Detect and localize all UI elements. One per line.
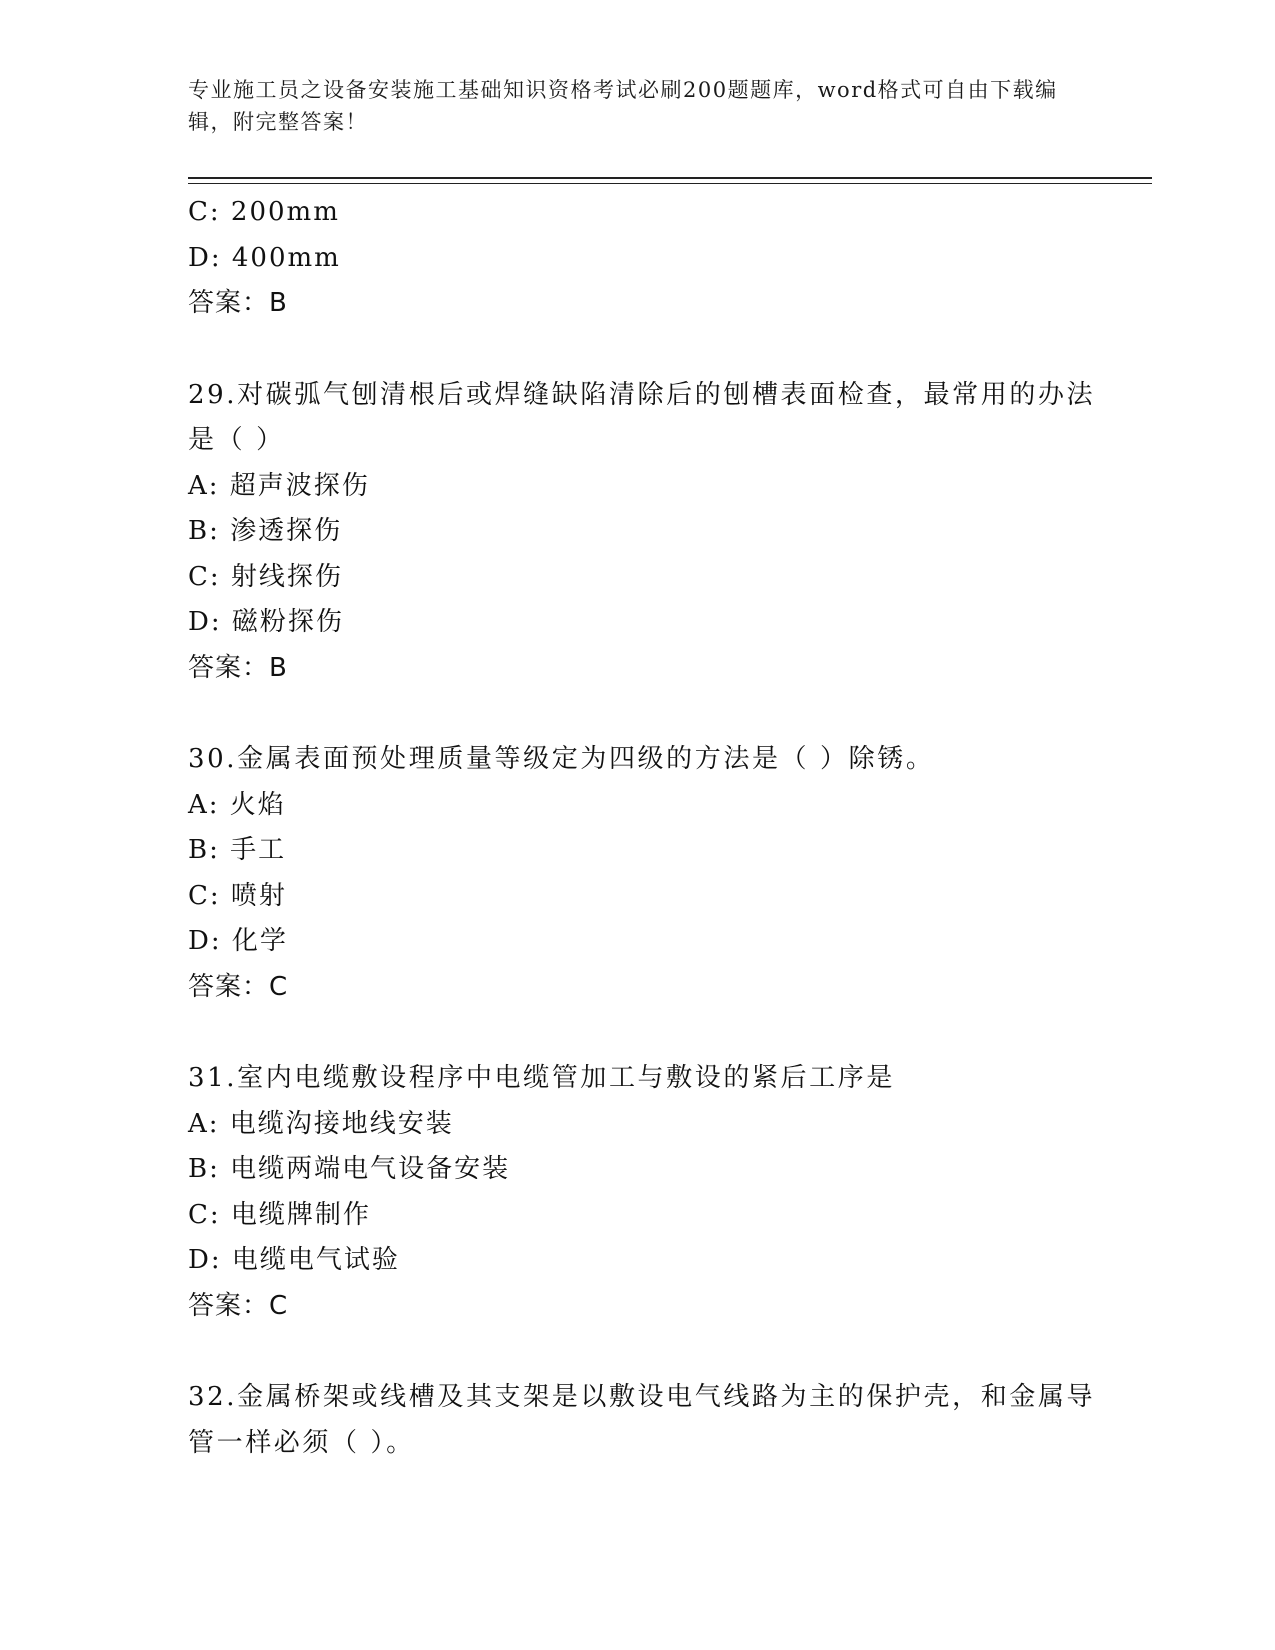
question-spacer — [188, 691, 1118, 737]
header-title: 专业施工员之设备安装施工基础知识资格考试必刷200题题库，word格式可自由下载编辑，附完整答案！ — [188, 78, 1058, 134]
question-spacer — [188, 327, 1118, 373]
answer-line: 答案：B — [188, 652, 288, 683]
option-a: A: 火焰 — [188, 789, 286, 820]
option-d: D: 化学 — [188, 926, 288, 956]
option-c: C: 电缆牌制作 — [188, 1199, 371, 1230]
question-30 — [188, 737, 1118, 1010]
question-stem: 32.金属桥架或线槽及其支架是以敷设电气线路为主的保护壳，和金属导管一样必须（ ）。 — [188, 1382, 1096, 1458]
question-stem: 31.室内电缆敷设程序中电缆管加工与敷设的紧后工序是 — [188, 1063, 895, 1093]
header-divider-thin — [188, 183, 1152, 184]
question-28-tail — [188, 190, 1118, 327]
option-c: C: 射线探伤 — [188, 561, 343, 592]
option-c: C: 喷射 — [188, 880, 287, 911]
question-stem: 29.对碳弧气刨清根后或焊缝缺陷清除后的刨槽表面检查，最常用的办法是（ ） — [188, 379, 1096, 455]
answer-line: 答案：C — [188, 1290, 289, 1321]
header-divider-thick — [188, 177, 1152, 179]
question-list — [188, 190, 1118, 1466]
document-header — [188, 74, 1068, 138]
question-29 — [188, 373, 1118, 692]
question-stem: 30.金属表面预处理质量等级定为四级的方法是（ ）除锈。 — [188, 744, 935, 774]
option-a: A: 超声波探伤 — [188, 470, 370, 501]
option-d: D: 磁粉探伤 — [188, 607, 344, 637]
option-b: B: 电缆两端电气设备安装 — [188, 1154, 511, 1184]
option-c: C: 200mm — [188, 197, 340, 227]
answer-line: 答案：C — [188, 971, 289, 1002]
question-spacer — [188, 1010, 1118, 1056]
option-a: A: 电缆沟接地线安装 — [188, 1108, 454, 1139]
option-d: D: 400mm — [188, 242, 341, 273]
option-b: B: 渗透探伤 — [188, 516, 343, 546]
question-32 — [188, 1375, 1118, 1466]
option-d: D: 电缆电气试验 — [188, 1245, 400, 1275]
question-31 — [188, 1056, 1118, 1329]
answer-line: 答案：B — [188, 288, 288, 318]
question-spacer — [188, 1329, 1118, 1375]
option-b: B: 手工 — [188, 835, 287, 865]
